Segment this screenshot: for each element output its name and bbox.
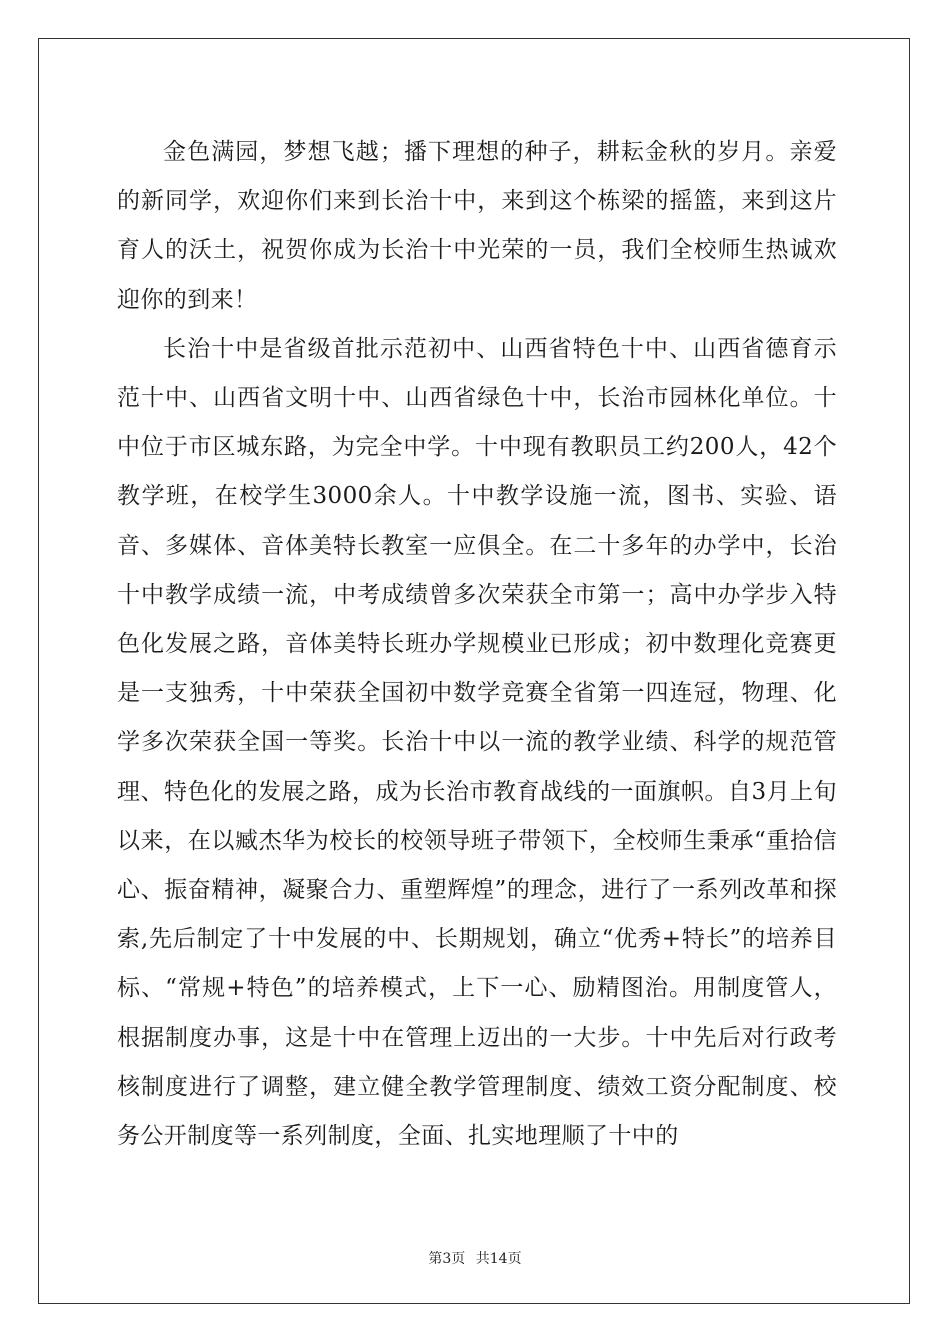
page-number: 第3页 — [428, 1251, 466, 1267]
page-total: 共14页 — [475, 1251, 522, 1267]
paragraph-school-intro: 长治十中是省级首批示范初中、山西省特色十中、山西省德育示范十中、山西省文明十中、山西省绿色十中，长治市园林化单位。十中位于市区城东路，为完全中学。十中现有教职员工约200人，42个教学班，在校学生3000余人。十中教学设施一流，图书、实验、语音、多媒体、音体美特长教室一应俱全。在二十多年的办学中，长治十中教学成绩一流，中考成绩曾多次荣获全市第一；高中办学步入特色化发展之路，音体美特长班办学规模业已形成；初中数理化竞赛更是一支独秀，十中荣获全国初中数学竞赛全省第一四连冠，物理、化学多次荣获全国一等奖。长治十中以一流的教学业绩、科学的规范管理、特色化的发展之路，成为长治市教育战线的一面旗帜。自3月上旬以来，在以臧杰华为校长的校领导班子带领下，全校师生秉承“重拾信心、振奋精神，凝聚合力、重塑辉煌”的理念，进行了一系列改革和探索,先后制定了十中发展的中、长期规划，确立“优秀+特长”的培养目标、“常规+特色”的培养模式，上下一心、励精图治。用制度管人，根据制度办事，这是十中在管理上迈出的一大步。十中先后对行政考核制度进行了调整，建立健全教学管理制度、绩效工资分配制度、校务公开制度等一系列制度，全面、扎实地理顺了十中的 — [117, 335, 837, 1150]
document-body — [117, 128, 837, 1161]
paragraph-welcome: 金色满园，梦想飞越；播下理想的种子，耕耘金秋的岁月。亲爱的新同学，欢迎你们来到长治十中，来到这个栋梁的摇篮，来到这片育人的沃土，祝贺你成为长治十中光荣的一员，我们全校师生热诚欢迎你的到来！ — [117, 139, 837, 313]
page-footer — [0, 1248, 950, 1268]
